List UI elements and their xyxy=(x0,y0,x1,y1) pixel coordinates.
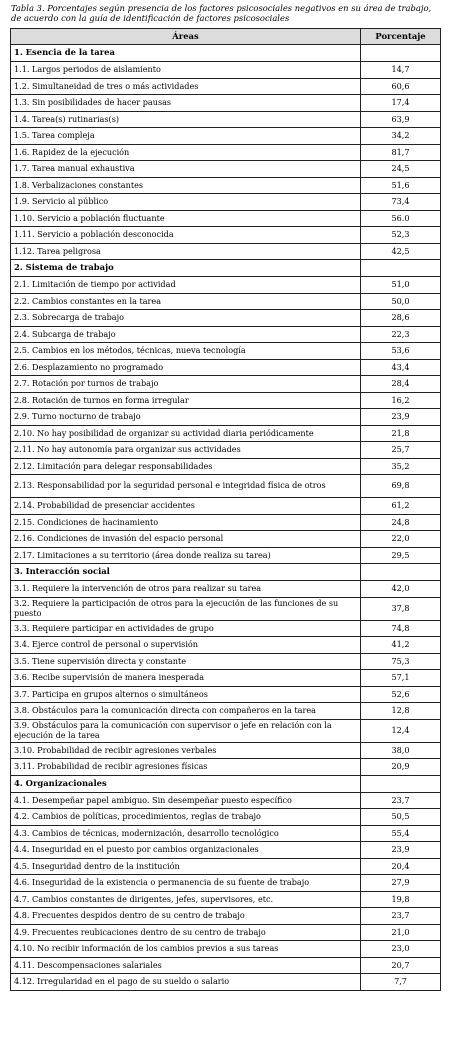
table-row xyxy=(11,128,441,145)
factor-percent: 20,4 xyxy=(361,858,441,875)
factor-label: 2.6. Desplazamiento no programado xyxy=(11,359,361,376)
table-row xyxy=(11,597,441,620)
table-row xyxy=(11,742,441,759)
table-row xyxy=(11,620,441,637)
factor-label: 3.5. Tiene supervisión directa y constante xyxy=(11,653,361,670)
factor-label: 1.9. Servicio al público xyxy=(11,194,361,211)
table-row xyxy=(11,974,441,991)
factor-percent: 22,0 xyxy=(361,531,441,548)
table-row xyxy=(11,719,441,742)
factor-percent: 60,6 xyxy=(361,78,441,95)
table-row xyxy=(11,759,441,776)
factor-label: 2.3. Sobrecarga de trabajo xyxy=(11,310,361,327)
table-row xyxy=(11,409,441,426)
section-value-empty xyxy=(361,564,441,581)
factor-label: 3.2. Requiere la participación de otros para la ejecución de las funciones de su puesto xyxy=(11,597,361,620)
table-row xyxy=(11,243,441,260)
factor-percent: 61,2 xyxy=(361,498,441,515)
factor-percent: 42,0 xyxy=(361,581,441,598)
section-row xyxy=(11,775,441,792)
factor-percent: 20,7 xyxy=(361,957,441,974)
section-value-empty xyxy=(361,260,441,277)
factor-label: 1.6. Rapidez de la ejecución xyxy=(11,144,361,161)
table-row xyxy=(11,62,441,79)
factor-label: 4.4. Inseguridad en el puesto por cambios organizacionales xyxy=(11,842,361,859)
factor-label: 4.11. Descompensaciones salariales xyxy=(11,957,361,974)
factor-percent: 16,2 xyxy=(361,392,441,409)
factor-percent: 21,8 xyxy=(361,425,441,442)
table-row xyxy=(11,858,441,875)
factor-label: 3.3. Requiere participar en actividades de grupo xyxy=(11,620,361,637)
section-title: 1. Esencia de la tarea xyxy=(11,45,361,62)
table-row xyxy=(11,475,441,498)
factor-label: 3.11. Probabilidad de recibir agresiones físicas xyxy=(11,759,361,776)
factor-percent: 19,8 xyxy=(361,891,441,908)
section-row xyxy=(11,564,441,581)
factor-percent: 53,6 xyxy=(361,343,441,360)
factor-label: 2.9. Turno nocturno de trabajo xyxy=(11,409,361,426)
factor-percent: 23,7 xyxy=(361,908,441,925)
factor-percent: 52,6 xyxy=(361,686,441,703)
factor-label: 2.11. No hay autonomía para organizar sus actividades xyxy=(11,442,361,459)
table-row xyxy=(11,792,441,809)
factor-percent: 38,0 xyxy=(361,742,441,759)
factor-label: 2.16. Condiciones de invasión del espacio personal xyxy=(11,531,361,548)
factor-label: 2.8. Rotación de turnos en forma irregular xyxy=(11,392,361,409)
table-row xyxy=(11,177,441,194)
factor-label: 4.6. Inseguridad de la existencia o permanencia de su fuente de trabajo xyxy=(11,875,361,892)
factor-percent: 43,4 xyxy=(361,359,441,376)
factor-percent: 21,0 xyxy=(361,924,441,941)
factor-percent: 34,2 xyxy=(361,128,441,145)
factor-percent: 41,2 xyxy=(361,637,441,654)
table-row xyxy=(11,809,441,826)
factor-label: 4.1. Desempeñar papel ambiguo. Sin desempeñar puesto específico xyxy=(11,792,361,809)
factor-label: 1.3. Sin posibilidades de hacer pausas xyxy=(11,95,361,112)
section-row xyxy=(11,260,441,277)
factor-percent: 17,4 xyxy=(361,95,441,112)
factor-percent: 7,7 xyxy=(361,974,441,991)
table-row xyxy=(11,941,441,958)
factor-label: 4.7. Cambios constantes de dirigentes, jefes, supervisores, etc. xyxy=(11,891,361,908)
table-row xyxy=(11,144,441,161)
table-row xyxy=(11,326,441,343)
factor-percent: 20,9 xyxy=(361,759,441,776)
table-row xyxy=(11,891,441,908)
section-value-empty xyxy=(361,775,441,792)
factor-label: 3.4. Ejerce control de personal o supervisión xyxy=(11,637,361,654)
factor-percent: 23,9 xyxy=(361,409,441,426)
factor-label: 4.5. Inseguridad dentro de la institución xyxy=(11,858,361,875)
factor-label: 2.1. Limitación de tiempo por actividad xyxy=(11,277,361,294)
factor-label: 1.11. Servicio a población desconocida xyxy=(11,227,361,244)
factor-percent: 28,6 xyxy=(361,310,441,327)
factor-percent: 69,8 xyxy=(361,475,441,498)
factor-label: 4.2. Cambios de políticas, procedimientos, reglas de trabajo xyxy=(11,809,361,826)
table-row xyxy=(11,686,441,703)
table-row xyxy=(11,825,441,842)
factor-label: 1.5. Tarea compleja xyxy=(11,128,361,145)
factor-label: 2.14. Probabilidad de presenciar accidentes xyxy=(11,498,361,515)
factor-percent: 37,8 xyxy=(361,597,441,620)
table-row xyxy=(11,392,441,409)
table-row xyxy=(11,581,441,598)
factor-label: 4.12. Irregularidad en el pago de su sueldo o salario xyxy=(11,974,361,991)
factor-label: 2.10. No hay posibilidad de organizar su actividad diaria periódicamente xyxy=(11,425,361,442)
table-row xyxy=(11,924,441,941)
table-row xyxy=(11,343,441,360)
factor-percent: 56.0 xyxy=(361,210,441,227)
factor-percent: 42,5 xyxy=(361,243,441,260)
factor-label: 1.8. Verbalizaciones constantes xyxy=(11,177,361,194)
caption-text: Porcentajes según presencia de los factores psicosociales negativos en su área de trabajo, de acuerdo con la guía de identificación de factores psicosociales xyxy=(11,3,432,23)
factor-percent: 57,1 xyxy=(361,670,441,687)
factor-percent: 51,6 xyxy=(361,177,441,194)
factor-percent: 22,3 xyxy=(361,326,441,343)
factor-percent: 50,0 xyxy=(361,293,441,310)
factor-percent: 81,7 xyxy=(361,144,441,161)
factor-percent: 24,5 xyxy=(361,161,441,178)
table-row xyxy=(11,277,441,294)
table-row xyxy=(11,310,441,327)
table-row xyxy=(11,653,441,670)
factor-percent: 55,4 xyxy=(361,825,441,842)
table-row xyxy=(11,78,441,95)
factor-label: 2.2. Cambios constantes en la tarea xyxy=(11,293,361,310)
table-row xyxy=(11,194,441,211)
table-row xyxy=(11,458,441,475)
factor-label: 2.5. Cambios en los métodos, técnicas, nueva tecnología xyxy=(11,343,361,360)
header-percent: Porcentaje xyxy=(361,29,441,45)
table-row xyxy=(11,875,441,892)
table-row xyxy=(11,531,441,548)
table-header-row xyxy=(11,29,441,45)
table-row xyxy=(11,498,441,515)
caption-label: Tabla 3. xyxy=(11,3,45,13)
table-row xyxy=(11,547,441,564)
table-row xyxy=(11,227,441,244)
factor-percent: 12,8 xyxy=(361,703,441,720)
table-row xyxy=(11,161,441,178)
factor-label: 1.4. Tarea(s) rutinarias(s) xyxy=(11,111,361,128)
table-row xyxy=(11,425,441,442)
table-row xyxy=(11,95,441,112)
table-row xyxy=(11,514,441,531)
factor-percent: 74,8 xyxy=(361,620,441,637)
table-row xyxy=(11,111,441,128)
factor-percent: 23,0 xyxy=(361,941,441,958)
factor-percent: 23,9 xyxy=(361,842,441,859)
section-title: 4. Organizacionales xyxy=(11,775,361,792)
table-row xyxy=(11,376,441,393)
table-row xyxy=(11,908,441,925)
factor-percent: 12,4 xyxy=(361,719,441,742)
table-row xyxy=(11,210,441,227)
factor-percent: 29,5 xyxy=(361,547,441,564)
section-title: 3. Interacción social xyxy=(11,564,361,581)
factor-label: 1.10. Servicio a población fluctuante xyxy=(11,210,361,227)
factor-label: 2.17. Limitaciones a su territorio (área donde realiza su tarea) xyxy=(11,547,361,564)
factor-label: 2.7. Rotación por turnos de trabajo xyxy=(11,376,361,393)
table-row xyxy=(11,703,441,720)
table-body xyxy=(11,45,441,991)
factor-label: 3.7. Participa en grupos alternos o simultáneos xyxy=(11,686,361,703)
table-row xyxy=(11,670,441,687)
factor-percent: 27,9 xyxy=(361,875,441,892)
factor-label: 2.15. Condiciones de hacinamiento xyxy=(11,514,361,531)
table-row xyxy=(11,293,441,310)
table-row xyxy=(11,637,441,654)
factor-label: 1.1. Largos periodos de aislamiento xyxy=(11,62,361,79)
header-areas: Áreas xyxy=(11,29,361,45)
factor-percent: 50,5 xyxy=(361,809,441,826)
table-caption xyxy=(11,3,439,23)
factors-table xyxy=(10,28,441,991)
factor-percent: 73,4 xyxy=(361,194,441,211)
factor-label: 3.8. Obstáculos para la comunicación directa con compañeros en la tarea xyxy=(11,703,361,720)
factor-label: 2.4. Subcarga de trabajo xyxy=(11,326,361,343)
section-value-empty xyxy=(361,45,441,62)
table-row xyxy=(11,442,441,459)
section-row xyxy=(11,45,441,62)
factor-label: 1.2. Simultaneidad de tres o más actividades xyxy=(11,78,361,95)
factor-label: 1.12. Tarea peligrosa xyxy=(11,243,361,260)
factor-label: 3.1. Requiere la intervención de otros para realizar su tarea xyxy=(11,581,361,598)
factor-percent: 51,0 xyxy=(361,277,441,294)
factor-percent: 75,3 xyxy=(361,653,441,670)
factor-label: 3.9. Obstáculos para la comunicación con supervisor o jefe en relación con la ejecución de la tarea xyxy=(11,719,361,742)
factor-label: 2.13. Responsabilidad por la seguridad personal e integridad física de otros xyxy=(11,475,361,498)
table-row xyxy=(11,957,441,974)
factor-label: 2.12. Limitación para delegar responsabilidades xyxy=(11,458,361,475)
factor-percent: 23,7 xyxy=(361,792,441,809)
factor-percent: 14,7 xyxy=(361,62,441,79)
factor-percent: 52,3 xyxy=(361,227,441,244)
factor-label: 4.8. Frecuentes despidos dentro de su centro de trabajo xyxy=(11,908,361,925)
table-row xyxy=(11,359,441,376)
factor-label: 3.10. Probabilidad de recibir agresiones verbales xyxy=(11,742,361,759)
factor-label: 4.3. Cambios de técnicas, modernización, desarrollo tecnológico xyxy=(11,825,361,842)
factor-percent: 25,7 xyxy=(361,442,441,459)
factor-percent: 24,8 xyxy=(361,514,441,531)
factor-label: 4.9. Frecuentes reubicaciones dentro de su centro de trabajo xyxy=(11,924,361,941)
factor-label: 1.7. Tarea manual exhaustiva xyxy=(11,161,361,178)
factor-percent: 63,9 xyxy=(361,111,441,128)
factor-percent: 35,2 xyxy=(361,458,441,475)
factor-percent: 28,4 xyxy=(361,376,441,393)
factor-label: 3.6. Recibe supervisión de manera inesperada xyxy=(11,670,361,687)
table-row xyxy=(11,842,441,859)
factor-label: 4.10. No recibir información de los cambios previos a sus tareas xyxy=(11,941,361,958)
section-title: 2. Sistema de trabajo xyxy=(11,260,361,277)
